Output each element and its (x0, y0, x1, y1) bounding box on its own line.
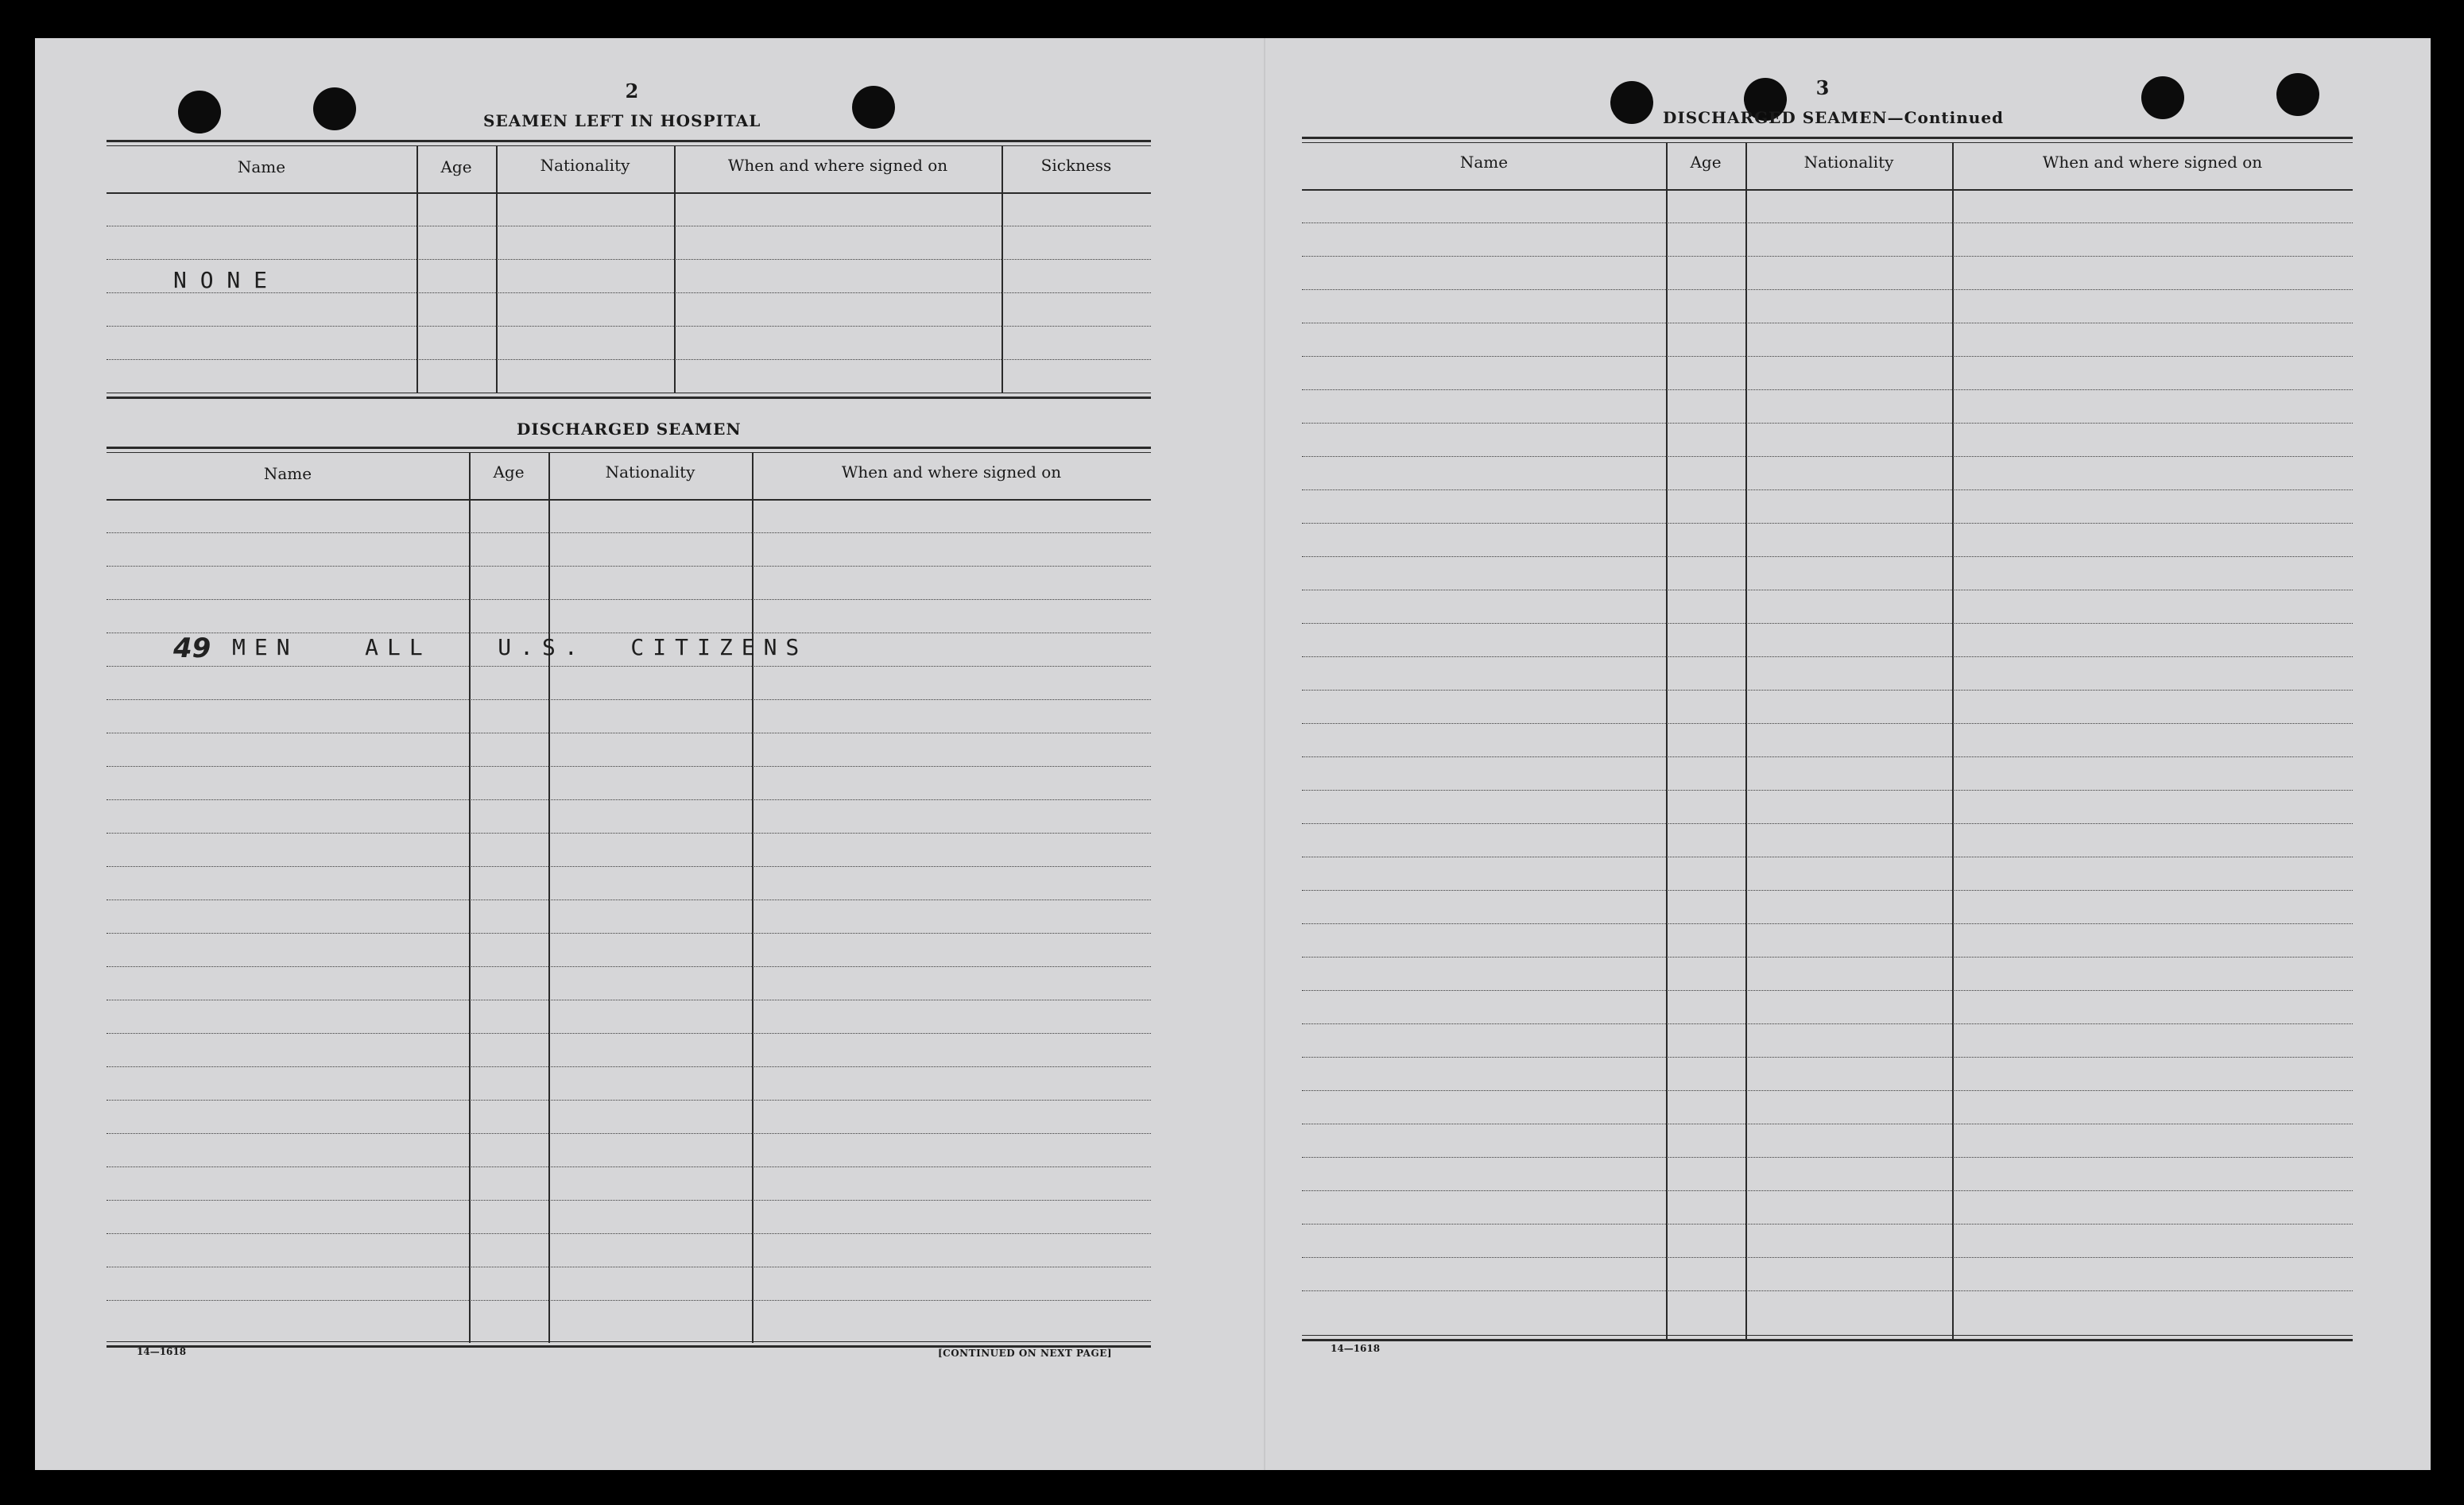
discharged-table-left (107, 447, 1151, 1348)
punch-hole (1610, 81, 1653, 124)
column-header-signed-on: When and where signed on (2042, 153, 2263, 172)
continued-footnote: [CONTINUED ON NEXT PAGE] (938, 1348, 1113, 1359)
typed-citizens-entry: MEN ALL U.S. CITIZENS (232, 634, 808, 660)
punch-hole (852, 86, 895, 129)
page-fold (1264, 38, 1265, 1470)
page-number-left: 2 (625, 79, 639, 103)
column-header-age: Age (493, 462, 525, 482)
column-header-name: Name (263, 464, 312, 483)
column-header-signed-on: When and where signed on (841, 462, 1062, 482)
column-header-nationality: Nationality (540, 156, 630, 175)
punch-hole (313, 87, 356, 130)
punch-hole (2141, 76, 2184, 119)
handwritten-crew-count: 49 (173, 633, 211, 664)
hospital-section-title: SEAMEN LEFT IN HOSPITAL (483, 111, 761, 130)
discharged-continued-title: DISCHARGED SEAMEN—Continued (1663, 108, 2005, 127)
column-header-name: Name (237, 157, 286, 176)
column-header-signed-on: When and where signed on (727, 156, 948, 175)
page-number-right: 3 (1815, 76, 1830, 99)
column-header-sickness: Sickness (1040, 156, 1112, 175)
form-number-right: 14—1618 (1331, 1343, 1381, 1354)
punch-hole (178, 91, 221, 133)
typed-none-entry: N O N E (173, 267, 268, 293)
column-header-nationality: Nationality (605, 462, 695, 482)
column-header-nationality: Nationality (1803, 153, 1894, 172)
form-number-left: 14—1618 (137, 1346, 187, 1357)
column-header-age: Age (440, 157, 472, 176)
column-header-age: Age (1690, 153, 1722, 172)
discharged-table-right (1302, 137, 2353, 1346)
discharged-section-title: DISCHARGED SEAMEN (517, 420, 742, 439)
punch-hole (2276, 73, 2319, 116)
column-header-name: Name (1459, 153, 1509, 172)
